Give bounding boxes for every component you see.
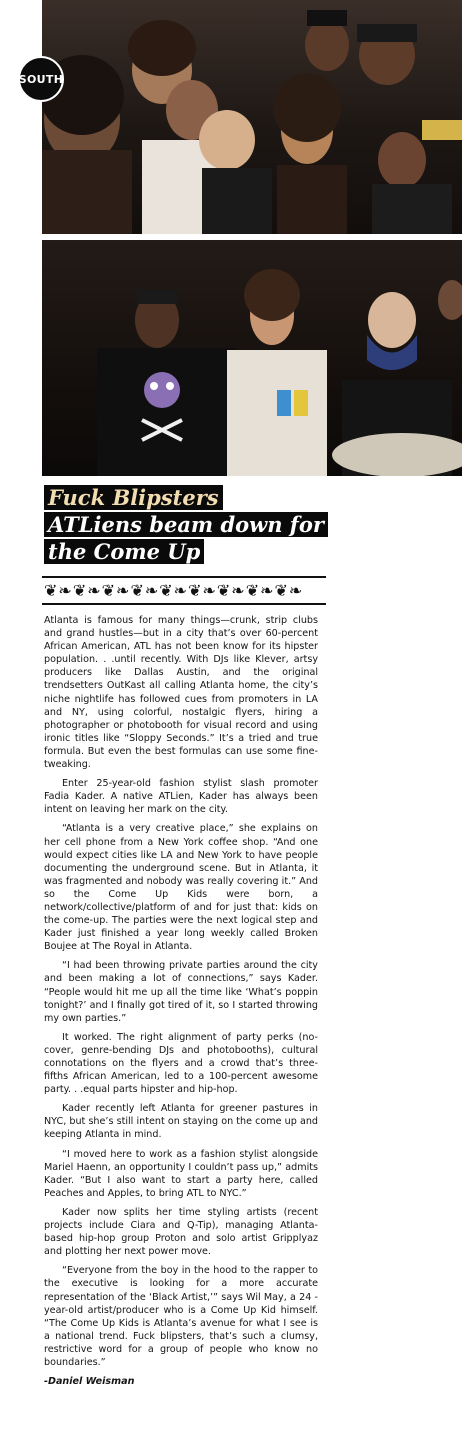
article-headline (44, 484, 344, 565)
article-paragraph: Kader now splits her time styling artists (recent projects include Ciara and Q-Tip), managing Atlanta-based hip-hop group Proton and solo artist Gripplyaz and plotting her next power move. (44, 1206, 318, 1258)
article-paragraph: It worked. The right alignment of party perks (no-cover, genre-bending DJs and photobooths), cultural connotations on the flyers and a crowd that’s three-fifths African American, led to a 100-percent awesome party. . .equal parts hipster and hip-hop. (44, 1031, 318, 1096)
group-photo-top-art (42, 0, 462, 234)
article-paragraph: “Everyone from the boy in the hood to the rapper to the executive is looking for a more accurate representation of the ‘Black Artist,’” says Wil May, a 24 -year-old artist/producer who is a Come Up Kid himself. “The Come Up Kids is Atlanta’s avenue for what I see is a national trend. Fuck blipsters, that’s such a clumsy, restrictive word for a group of people who know no boundaries.” (44, 1265, 318, 1368)
article-paragraph: Kader recently left Atlanta for greener pastures in NYC, but she’s still intent on staying on the come up and keeping Atlanta in mind. (44, 1103, 318, 1141)
group-photo-top (42, 0, 462, 234)
rule-top (42, 576, 326, 578)
byline: -Daniel Weisman (44, 1376, 135, 1388)
headline-line-2: ATLiens beam down for (44, 512, 328, 537)
headline-line-3: the Come Up (44, 539, 204, 564)
rule-bottom (42, 603, 326, 605)
article-paragraph: “I had been throwing private parties around the city and been making a lot of connections,” says Kader. “People would hit me up all the time like ‘What’s poppin tonight?’ and I finally got tired of it, so I started throwing my own parties.” (44, 960, 318, 1024)
article-body (44, 614, 318, 1388)
group-photo-bottom-art (42, 240, 462, 476)
group-photo-bottom (42, 240, 462, 476)
article-paragraph: “I moved here to work as a fashion stylist alongside Mariel Haenn, an opportunity I couldn’t pass up,” admits Kader. “But I also want to start a party here, called Peaches and Apples, to bring ATL to NYC.” (44, 1148, 318, 1199)
article-paragraph: Enter 25-year-old fashion stylist slash promoter Fadia Kader. A native ATLien, Kader has always been intent on leaving her mark on the city. (44, 778, 318, 816)
article-paragraph: “Atlanta is a very creative place,” she explains on her cell phone from a New York coffee shop. “And one would expect cities like LA and New York to have people documenting the underground scene. But in Atlanta, it was fragmented and nobody was really covering it.” And so the Come Up Kids were born, a network/collective/platform of and for just that: kids on the come-up. The parties were the next logical step and Kader just finished a year long weekly called Broken Boujee at The Royal in Atlanta. (44, 823, 318, 953)
article-paragraph: Atlanta is famous for many things—crunk, strip clubs and grand hustles—but in a city that’s over 60-percent African American, ATL has not been know for its hipster population. . .until recently. With DJs like Klever, artsy producers like Dallas Austin, and the original trendsetters OutKast all calling Atlanta home, the city’s niche nightlife has followed cues from promoters in LA and NY, using colorful, nostalgic flyers, hiring a photographer or photobooth for visual record and using ironic titles like “Sloppy Seconds.” It’s a tried and true formula. But even the best formulas can use some fine-tweaking. (44, 615, 318, 771)
section-badge: SOUTH (18, 56, 64, 102)
ornament-border: ❦❧❦❧❦❧❦❧❦❧❦❧❦❧❦❧❦❧ (44, 582, 304, 600)
headline-line-1: Fuck Blipsters (44, 485, 223, 510)
